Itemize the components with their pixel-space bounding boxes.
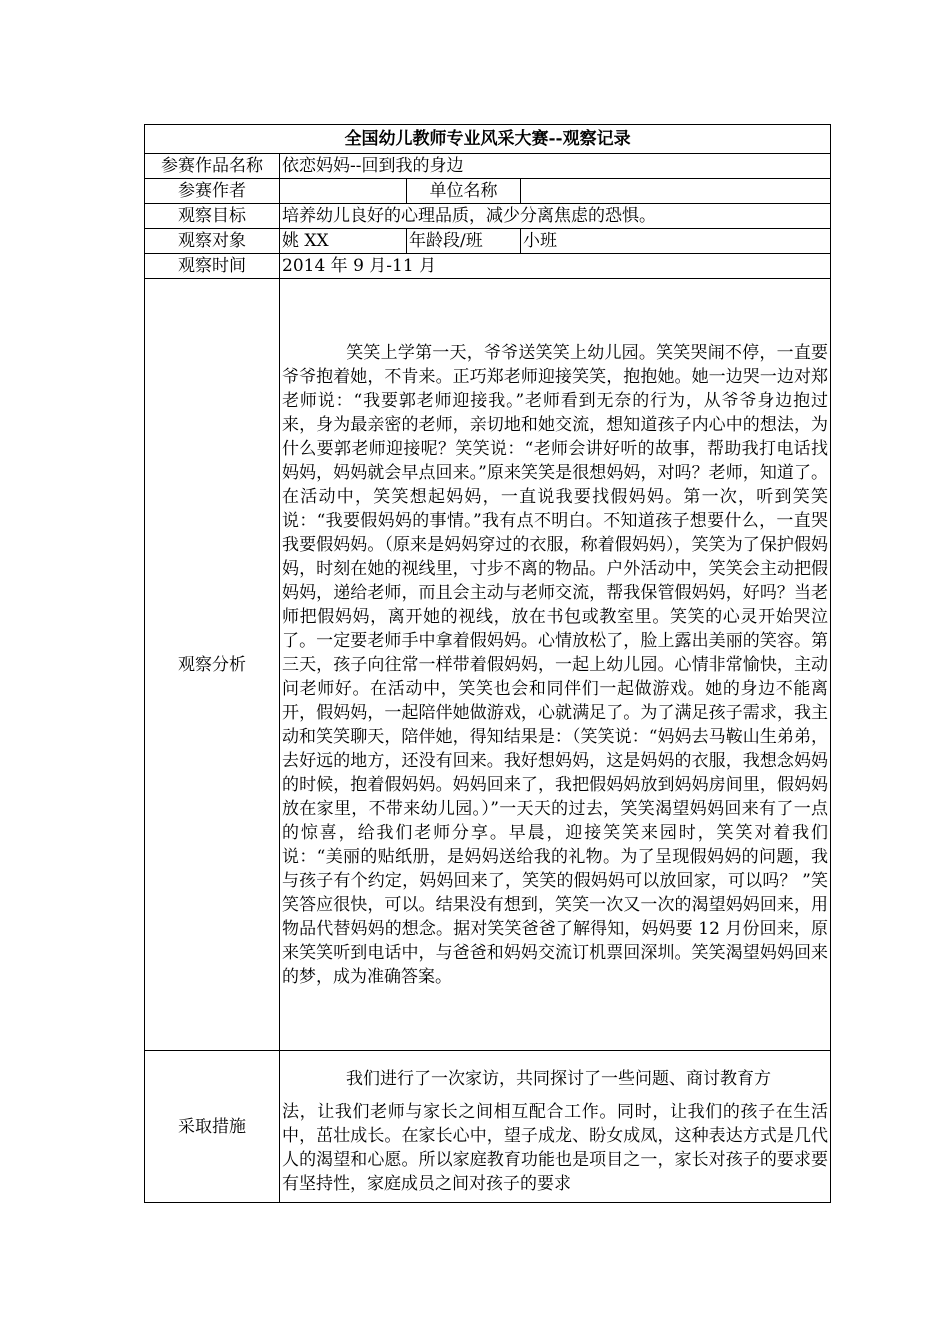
age-value: 小班 [521, 229, 831, 254]
subject-value: 姚 XX [280, 229, 407, 254]
time-value: 2014 年 9 月-11 月 [280, 254, 831, 279]
measures-text-first-line: 我们进行了一次家访，共同探讨了一些问题、商讨教育方 [346, 1069, 771, 1089]
age-label: 年龄段/班 [407, 229, 521, 254]
goal-label: 观察目标 [145, 204, 280, 229]
time-label: 观察时间 [145, 254, 280, 279]
unit-value [521, 179, 831, 204]
analysis-text: 笑笑上学第一天，爷爷送笑笑上幼儿园。笑笑哭闹不停，一直要爷爷抱着她，不肯来。正巧郑老师迎接笑笑，抱抱她。她一边哭一边对郑老师说：“我要郭老师迎接我。”老师看到无奈的行为，从爷爷身边抱过来，身为最亲密的老师，亲切地和她交流，想知道孩子内心中的想法，为什么要郭老师迎接呢？笑笑说：“老师会讲好听的故事，帮助我打电话找妈妈，妈妈就会早点回来。”原来笑笑是很想妈妈，对吗？老师，知道了。在活动中，笑笑想起妈妈，一直说我要找假妈妈。第一次，听到笑笑说：“我要假妈妈的事情。”我有点不明白。不知道孩子想要什么，一直哭我要假妈妈。（原来是妈妈穿过的衣服，称着假妈妈），笑笑为了保护假妈妈，时刻在她的视线里，寸步不离的物品。户外活动中，笑笑会主动把假妈妈，递给老师，而且会主动与老师交流，帮我保管假妈妈，好吗？当老师把假妈妈，离开她的视线，放在书包或教室里。笑笑的心灵开始哭泣了。一定要老师手中拿着假妈妈。心情放松了，脸上露出美丽的笑容。第三天，孩子向往常一样带着假妈妈，一起上幼儿园。心情非常愉快，主动问老师好。在活动中，笑笑也会和同伴们一起做游戏。她的身边不能离开，假妈妈，一起陪伴她做游戏，心就满足了。为了满足孩子需求，我主动和笑笑聊天，陪伴她，得知结果是：（笑笑说：“妈妈去马鞍山生弟弟，去好远的地方，还没有回来。我好想妈妈，这是妈妈的衣服，我想念妈妈的时候，抱着假妈妈。妈妈回来了，我把假妈妈放到妈妈房间里，假妈妈放在家里，不带来幼儿园。）”一天天的过去，笑笑渴望妈妈回来有了一点的惊喜，给我们老师分享。早晨，迎接笑笑来园时，笑笑对着我们说：“美丽的贴纸册，是妈妈送给我的礼物。为了呈现假妈妈的问题，我与孩子有个约定，妈妈回来了，笑笑的假妈妈可以放回家，可以吗？ ”笑笑答应很快，可以。结果没有想到，笑笑一次又一次的渴望妈妈回来，用物品代替妈妈的想念。据对笑笑爸爸了解得知，妈妈要 12 月份回来，原来笑笑听到电话中，与爸爸和妈妈交流订机票回深圳。笑笑渴望妈妈回来的梦，成为准确答案。 [282, 342, 829, 987]
analysis-cell [280, 279, 831, 1051]
work-name-label: 参赛作品名称 [145, 154, 280, 179]
measures-label: 采取措施 [145, 1051, 280, 1203]
subject-label: 观察对象 [145, 229, 280, 254]
observation-record-table [144, 124, 831, 1203]
work-name-value: 依恋妈妈--回到我的身边 [280, 154, 831, 179]
goal-value: 培养幼儿良好的心理品质，减少分离焦虑的恐惧。 [280, 204, 831, 229]
form-title: 全国幼儿教师专业风采大赛--观察记录 [145, 125, 831, 154]
measures-cell [280, 1051, 831, 1203]
measures-text-rest: 法，让我们老师与家长之间相互配合工作。同时，让我们的孩子在生活中，茁壮成长。在家长心中，望子成龙、盼女成凤，这种表达方式是几代人的渴望和心愿。所以家庭教育功能也是项目之一，家长对孩子的要求要有坚持性，家庭成员之间对孩子的要求 [282, 1102, 829, 1194]
analysis-label: 观察分析 [145, 279, 280, 1051]
author-value [280, 179, 407, 204]
unit-label: 单位名称 [407, 179, 521, 204]
author-label: 参赛作者 [145, 179, 280, 204]
